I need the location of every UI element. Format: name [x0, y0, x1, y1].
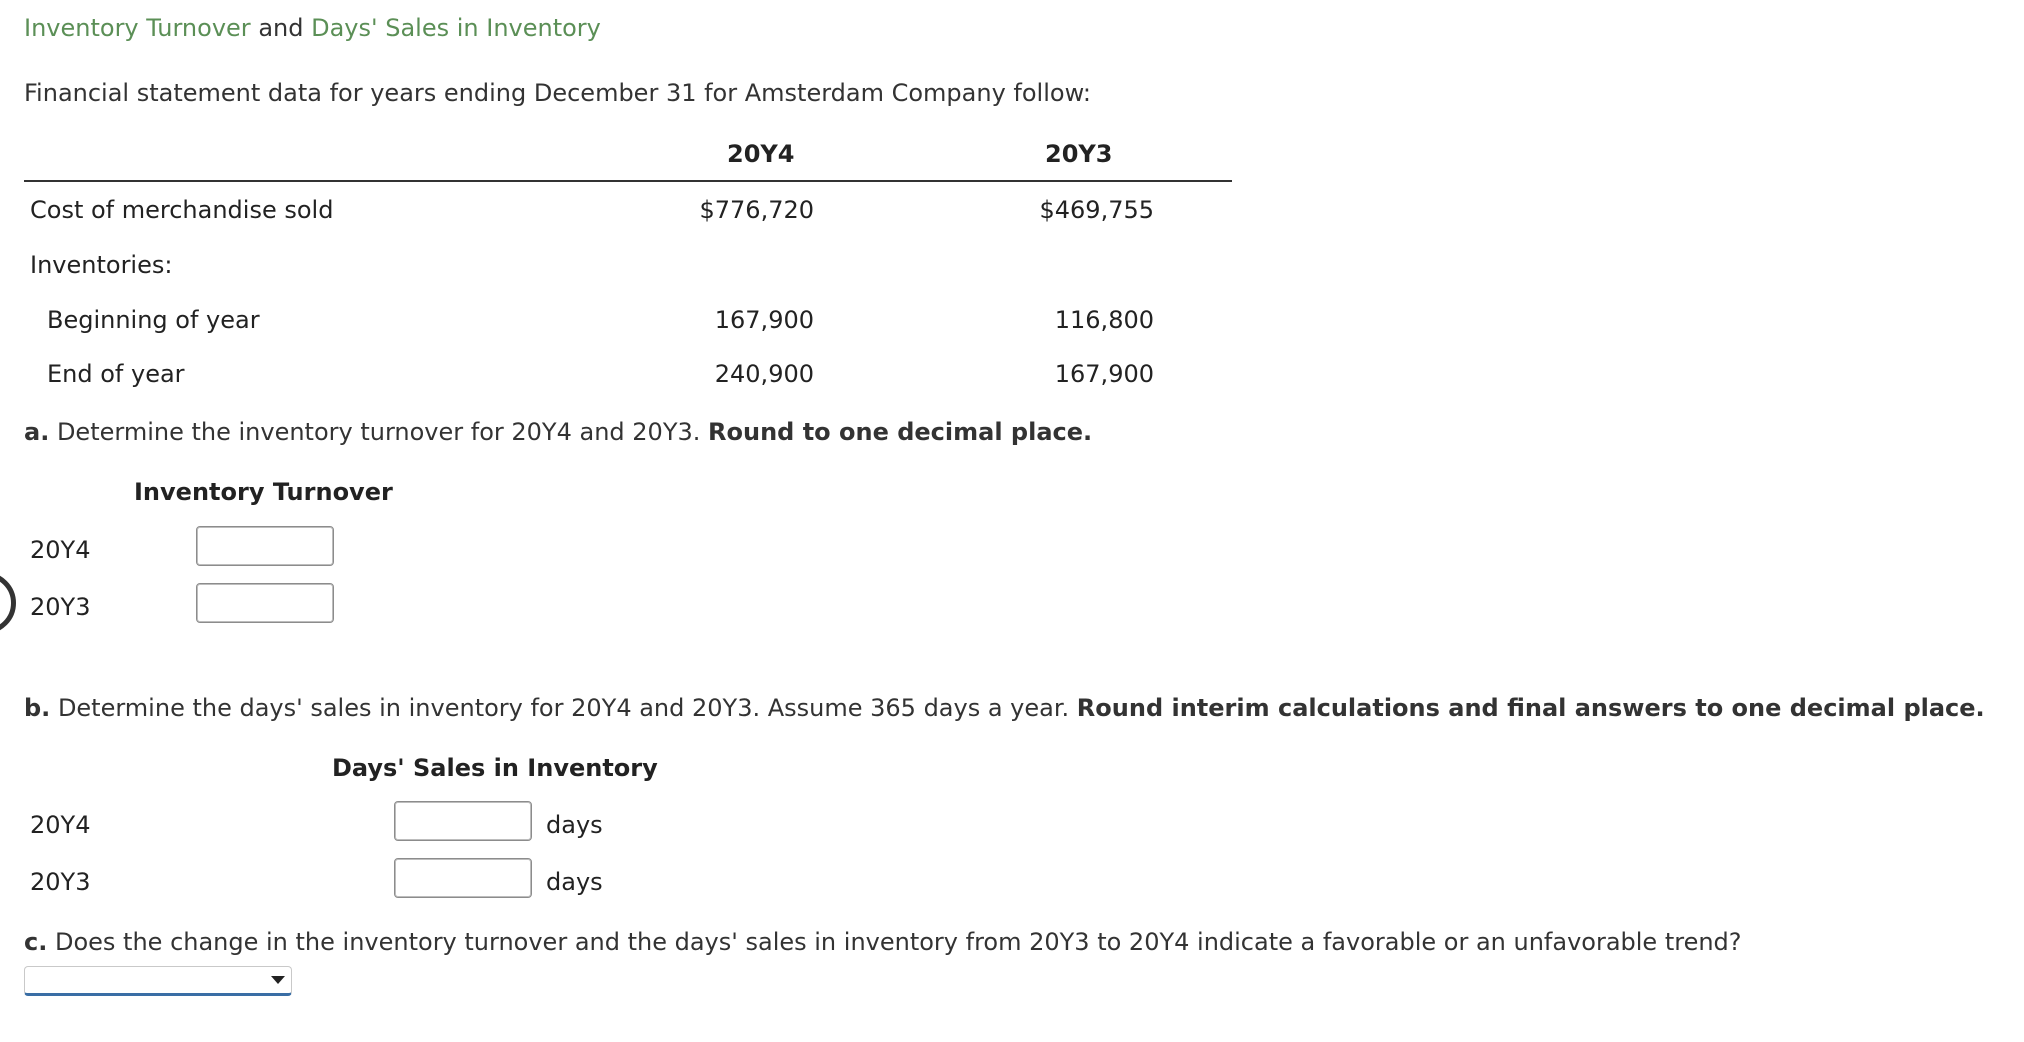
days-unit-20y4: days	[546, 811, 603, 839]
question-b-text: Determine the days' sales in inventory for 20Y4 and 20Y3. Assume 365 days a year.	[57, 694, 1070, 722]
header-divider	[24, 180, 1232, 182]
question-a-instruction: Round to one decimal place.	[708, 418, 1093, 446]
days-sales-20y3-input[interactable]	[394, 858, 532, 898]
page-title	[24, 14, 601, 42]
days-label-20y4: 20Y4	[30, 811, 91, 839]
title-link-days-sales: Days' Sales in Inventory	[311, 14, 601, 42]
days-sales-20y4-input[interactable]	[394, 801, 532, 841]
inventory-turnover-20y3-input[interactable]	[196, 583, 334, 623]
question-a-letter: a.	[24, 418, 50, 446]
question-a-text: Determine the inventory turnover for 20Y4 and 20Y3.	[56, 418, 701, 446]
days-unit-20y3: days	[546, 868, 603, 896]
column-header-20y3: 20Y3	[1045, 140, 1113, 168]
question-b-letter: b.	[24, 694, 51, 722]
cost-of-merchandise-sold-20y3: $469,755	[1039, 196, 1154, 224]
question-a	[24, 418, 1092, 446]
question-b	[24, 694, 1985, 722]
days-sales-heading: Days' Sales in Inventory	[332, 754, 658, 782]
intro-text: Financial statement data for years ending December 31 for Amsterdam Company follow:	[24, 79, 1091, 107]
cost-of-merchandise-sold-20y4: $776,720	[699, 196, 814, 224]
row-label-end-of-year: End of year	[47, 360, 185, 388]
turnover-label-20y3: 20Y3	[30, 593, 91, 621]
end-of-year-20y3: 167,900	[1054, 360, 1154, 388]
trend-dropdown[interactable]	[24, 966, 292, 996]
days-label-20y3: 20Y3	[30, 868, 91, 896]
column-header-20y4: 20Y4	[727, 140, 795, 168]
row-label-beginning-of-year: Beginning of year	[47, 306, 260, 334]
question-c-letter: c.	[24, 928, 48, 956]
question-c	[24, 928, 1742, 956]
question-c-text: Does the change in the inventory turnover and the days' sales in inventory from 20Y3 to 20Y4 indicate a favorable or an unfavorable trend?	[54, 928, 1742, 956]
end-of-year-20y4: 240,900	[714, 360, 814, 388]
inventory-turnover-heading: Inventory Turnover	[134, 478, 393, 506]
question-b-instruction: Round interim calculations and final answers to one decimal place.	[1076, 694, 1985, 722]
chevron-down-icon	[271, 976, 285, 984]
circle-icon	[0, 572, 16, 634]
beginning-of-year-20y4: 167,900	[714, 306, 814, 334]
turnover-label-20y4: 20Y4	[30, 536, 91, 564]
title-link-inventory-turnover: Inventory Turnover	[24, 14, 251, 42]
inventory-turnover-20y4-input[interactable]	[196, 526, 334, 566]
beginning-of-year-20y3: 116,800	[1054, 306, 1154, 334]
title-connector: and	[258, 14, 304, 42]
row-label-inventories: Inventories:	[30, 251, 173, 279]
row-label-cost-of-merchandise-sold: Cost of merchandise sold	[30, 196, 334, 224]
